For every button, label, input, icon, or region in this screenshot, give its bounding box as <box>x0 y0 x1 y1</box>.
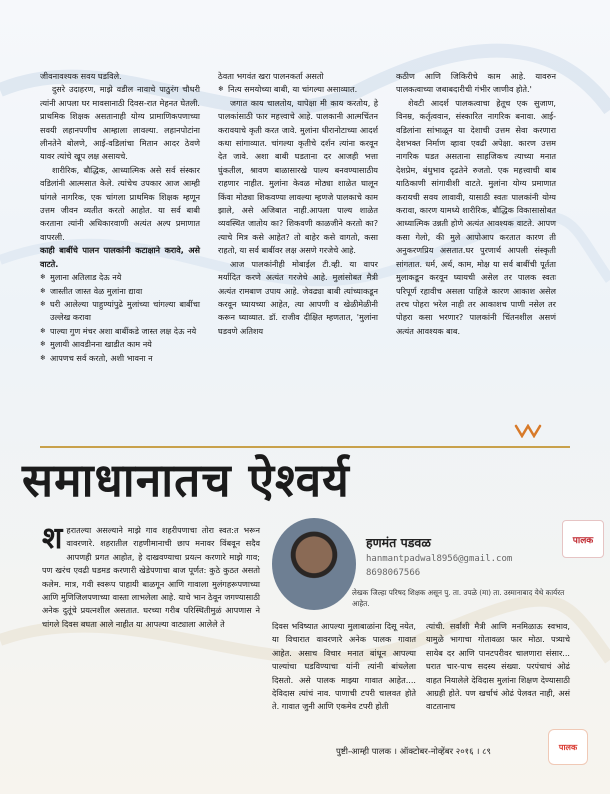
paragraph: जगात काय चालतोय, यापेक्षा मी काय करतोय, हे पालकांसाठी फार महत्त्वाचे आहे. पालकानी आत्मचिंतन करावयाचे कृती करत जावे. मुलांना धीरानोटाच्या आदर्श कथा सांगाव्यात. चांगल्या कृतीचे दर्शन त्यांना करवून देत जावे. अशा बाबी घडताना दर आजही भत्ता घुंकतील, श्रावण बाळासारखे पाल्य बनवण्यासाठीय राहणार नाहीत. मुलांना केवळ मोठ्या शाळेत घालून किंवा मोठ्या शिकवण्या लावल्या म्हणजे पालकाचे काम झाले, असे अजिबात नाही.आपला पाल्य शाळेत व्यवस्थित जातोय का? शिकवणी काळजीने करतो का? त्याचे मित्र कसे आहेत? तो बाहेर कसे वागतो, कसा राहतो, या सर्व बाबींवर लक्ष असणे गरजेचे आहे. <box>218 97 378 256</box>
paragraph: काही बाबींचे पालन पालकांनी कटाक्षाने करावे, असे वाटते. <box>40 245 200 269</box>
drop-cap: श <box>42 521 63 556</box>
palak-badge <box>562 520 604 558</box>
bullet-list <box>40 271 200 365</box>
paragraph: जीवनावश्यक सवय घडविले. <box>40 71 122 81</box>
article-bottom-col2 <box>272 620 416 714</box>
article-top-col3 <box>396 70 556 338</box>
article-bottom-col3 <box>426 620 570 714</box>
article-top-col1 <box>40 70 200 365</box>
article-bottom-text2: दिवस भविष्यात आपल्या मुलाबाळांना दिसू नयेत, या विचारात वावरणारे अनेक पालक गावात आहेत. असाच विचार मनात बांधून आपल्या पाल्यांचा घडविण्याचा यांनी त्यांनी बांधलेला दिसतो. असे पालक माझ्या गावात आहेत.... देविदास त्यांचं नाव. पाणाची टपरी चालवत होते ते. गावात जुनी आणि एकमेव टपरी होती <box>272 621 416 712</box>
article-headline: समाधानातच ऐश्वर्य <box>22 453 350 507</box>
author-note: लेखक जिल्हा परिषद शिक्षक असून पु. ता. उपळे (मा) ता. उस्मानाबाद येथे कार्यरत आहेत. <box>352 588 565 608</box>
footer-logo-label: पालक <box>558 742 578 752</box>
section-divider <box>40 446 570 448</box>
article-top-col2 <box>218 70 378 338</box>
author-name: हणमंत पडवळ <box>366 535 431 550</box>
bullet-item: ❄ मुलाना अतिलाड देऊ नये <box>40 271 200 284</box>
badge-label: पालक <box>572 535 594 546</box>
bullet-item: ❄ घरी आलेल्या पाहुण्यांपुढे मुलांच्या चांगल्या बाबींचा उल्लेख करावा <box>40 298 200 325</box>
bullet-item: ❄ जास्तीत जास्त वेळ मुलांना द्यावा <box>40 285 200 298</box>
article-bottom-col1 <box>42 521 260 631</box>
bullet-item: ❄ पाल्या गुण मंचर अशा बाबींकडे जास्त लक्ष देऊ नये <box>40 325 200 338</box>
author-box <box>272 518 568 622</box>
paragraph: कठीण आणि जिकिरीचे काम आहे. यावरुन पालकत्वाच्या जबाबदारीची गंभीर जाणीव होते.' <box>396 71 556 95</box>
author-email[interactable]: hanmantpadwal8956@gmail.com <box>366 554 513 564</box>
page-footer: पुष्टी-आम्ही पालक । ऑक्टोबर-नोव्हेंबर २०१६ । ८९ <box>336 747 491 757</box>
bullet-item: ❄ आपणच सर्व करतो, अशी भावना न <box>40 352 200 365</box>
bullet-list <box>218 83 378 96</box>
paragraph: ठेवता भगवंत खरा पालनकर्ता असतो <box>218 71 324 81</box>
paragraph: शेवटी आदर्श पालकत्वाचा हेतूच एक सुजाण, विनम्र, कर्तृत्ववान, संस्कारित नागरिक बनावा. आई-वडिलांना सांभाळून या देशाची उत्तम सेवा करणारा देशभक्त निर्माण व्हावा एवढी अपेक्षा. कारण उत्तम नागरिक घडत असताना साहजिकच त्याच्या मनात देशप्रेम, बंधुभाव दृढतेने रुजतो. एक महत्त्वाची बाब याठिकाणी सांगावीशी वाटते. मुलांना योग्य प्रमाणात करायची सवय लावावी, यासाठी स्वतः पालकांनी योग्य करावा, कारण यामध्ये शारीरिक, बौद्धिक विकासासोबत आध्यात्मिक उन्नती होणे अत्यंत आवश्यक वाटते. आपण कसा गेलो, की मुले आपोआप करतात कारण ती अनुकरणप्रिय असतात.घर पुरणार्थ आपली संस्कृती सांगतात. धर्म, अर्थ, काम, मोक्ष या सर्व बाबींची पूर्तता मुलाकडून करवून घ्यायची असेल तर पालक स्वतः परिपूर्ण रहावीच असला पाहिजे कारण आकाश असेल तरच पोहरा भरेल नाही तर आकाशच पाणी नसेल तर पोहरा कसा भरणार? पालकांनी चिंतनशील असणं अत्यंत आवश्यक बाब. <box>396 97 556 336</box>
flourish-icon <box>514 424 542 438</box>
author-phone: 8698067566 <box>366 568 421 578</box>
bullet-item: ❄ मुलायी आवडीनना खाडीत काम नये <box>40 338 200 351</box>
bullet-item: ❄ नित्य समयोच्या बाबी, या चांगल्या असाव्यात. <box>218 83 378 96</box>
footer-logo <box>548 729 588 765</box>
article-bottom-text1: हरातल्या असल्याने माझे गाव शहरीपणाचा तोरा स्वत:त भरून वावरणारे. शहरातील राहणीमानाची छाप मनावर विंबवून सदैव आपणही प्रगत आहोत, हे दाखवण्याचा प्रयत्न करणारे माझे गाव; पण खरंच एवढी घडमड करणारी खेडेपणाचा बाज पूर्णत: कुठे कुठत असतो कलेम. मात्र, गवी स्वरूप पाहायी बाळगून आणि गावाला मुलंगहरूपणाच्या आणि मुणिजिलपणाच्या वास्ता लाभलेला आहे. याचे भान ठेवून जगण्यासाठी अनेक दुतूंचे प्रयत्नशील असतात. घरच्या गरीब परिस्थितीमुळं आपणास ने चांगले दिवस बघता आले नाहीत या आपल्या वाट्याला आलेले ते <box>42 525 260 629</box>
paragraph: शारीरिक, बौद्धिक, आध्यात्मिक असे सर्व संस्कार वडिलांनी आत्मसात केले. त्यांचेच उपकार आज आम्ही घांगले नागरिक, एक चांगला प्राथमिक शिक्षक म्हणून उत्तम जीवन व्यतीत करतो आहोत. या सर्व बाबी करताना त्यांनी अधिकारवाणी अत्यंत अल्प प्रमाणात वापरली. <box>40 164 200 242</box>
paragraph: दुसरे उदाहरण, माझे वडील नावाचे पाठुरंग चौधरी त्यांनी आपला घर मावसानाठी दिवस-रात मेहनत घेतली. प्राथमिक शिक्षक असतानाही योग्य प्रामाणिकपणाच्या सवयी लहानपणीच आम्हाला लावल्या. लहानपोटांना लीनतेने बोलणे, आई-वडिलांचा मितान आदर ठेवणे यावर त्यांचे खूप लक्ष असायचे. <box>40 84 200 162</box>
paragraph: आज पालकांनीही मोबाईल टी.व्ही. या वापर मर्यादित करणे अत्यंत गरजेचे आहे. मुलांसोबत मैत्री अत्यंत रामबाण उपाय आहे. जेवढ्या बाबी त्यांच्याकडून करवून घ्यायच्या आहेत, त्या आपणी व खेळीमेळीनी करून घ्याव्यात. डॉ. राजीव दीक्षित म्हणतात, 'मुलांना घडवणे अतिशय <box>218 258 378 336</box>
article-bottom-text3: त्यांची. सर्वांशी मैत्री आणि मनमिळाऊ स्वभाव, यामुळे भागाचा गोतावळा फार मोठा. पत्र्याचे सायेब दर आणि पानटपरीवर चालणारा संसार... घरात चार-पाच सदस्य संख्या. परपंचाचं ओढं वाहत नियालेले देविदास मुलांना शिक्षण देण्यासाठी आग्रही होते. पण खर्चाचं ओढं पेलवत नाही, असं वाटतानाच <box>426 621 570 712</box>
author-photo <box>272 518 356 610</box>
